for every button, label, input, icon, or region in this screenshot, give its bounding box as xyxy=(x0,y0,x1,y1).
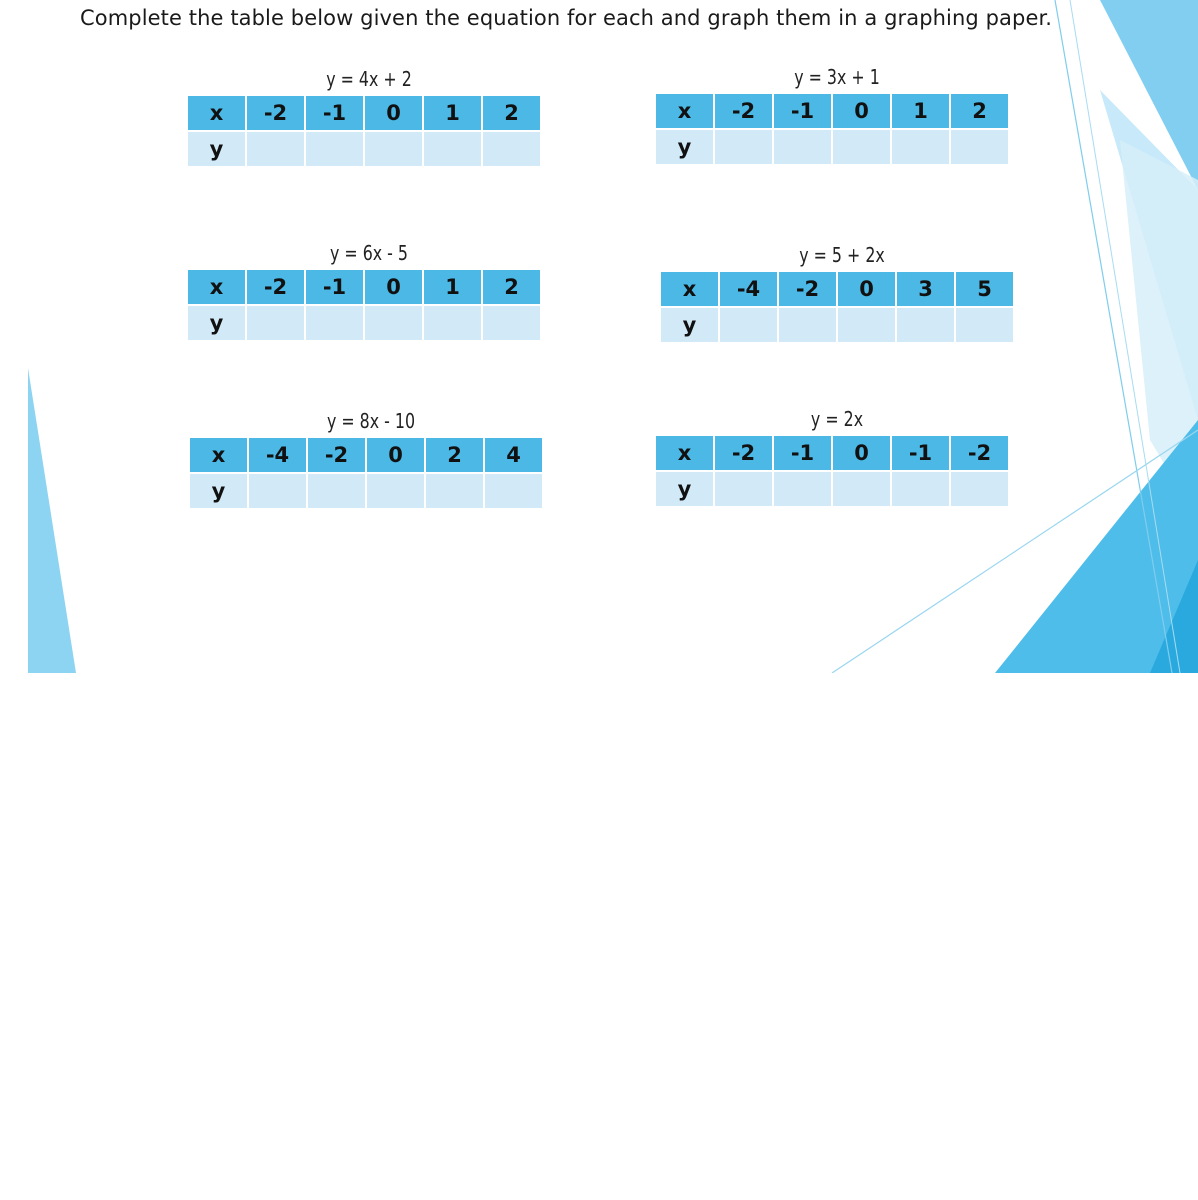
values-table xyxy=(186,94,542,168)
y-answer-cell[interactable] xyxy=(951,130,1008,164)
y-answer-cell[interactable] xyxy=(424,306,481,340)
x-value-cell: -2 xyxy=(308,438,365,472)
y-answer-cell[interactable] xyxy=(951,472,1008,506)
x-value-cell: -4 xyxy=(720,272,777,306)
x-value-cell: -2 xyxy=(715,436,772,470)
y-row xyxy=(656,130,1008,164)
x-header-cell: x xyxy=(188,96,245,130)
equation-label: y = 4x + 2 xyxy=(326,67,412,91)
x-header-cell: x xyxy=(188,270,245,304)
y-header-cell: y xyxy=(661,308,718,342)
equation-table-6 xyxy=(656,406,1018,508)
y-answer-cell[interactable] xyxy=(838,308,895,342)
y-header-cell: y xyxy=(656,130,713,164)
y-answer-cell[interactable] xyxy=(424,132,481,166)
instruction-text: Complete the table below given the equation for each and graph them in a graphing paper. xyxy=(80,6,1053,30)
x-value-cell: -2 xyxy=(247,270,304,304)
values-table xyxy=(654,434,1010,508)
y-answer-cell[interactable] xyxy=(956,308,1013,342)
x-value-cell: 0 xyxy=(833,94,890,128)
x-value-cell: 0 xyxy=(838,272,895,306)
equation-table-1 xyxy=(188,66,550,168)
equation-label: y = 8x - 10 xyxy=(326,409,416,433)
y-answer-cell[interactable] xyxy=(833,130,890,164)
y-header-cell: y xyxy=(188,132,245,166)
y-row xyxy=(190,474,542,508)
y-row xyxy=(656,472,1008,506)
x-value-cell: -1 xyxy=(892,436,949,470)
y-answer-cell[interactable] xyxy=(774,472,831,506)
x-row xyxy=(656,436,1008,470)
values-table xyxy=(188,436,544,510)
x-value-cell: 1 xyxy=(424,96,481,130)
x-value-cell: -1 xyxy=(774,94,831,128)
y-row xyxy=(188,306,540,340)
x-value-cell: 5 xyxy=(956,272,1013,306)
y-answer-cell[interactable] xyxy=(306,132,363,166)
equation-table-3 xyxy=(188,240,550,342)
equation-table-5 xyxy=(190,408,552,510)
equation-label: y = 6x - 5 xyxy=(330,241,408,265)
x-header-cell: x xyxy=(661,272,718,306)
y-row xyxy=(188,132,540,166)
x-value-cell: 0 xyxy=(365,270,422,304)
x-value-cell: -4 xyxy=(249,438,306,472)
x-value-cell: -2 xyxy=(247,96,304,130)
x-row xyxy=(661,272,1013,306)
x-value-cell: 2 xyxy=(483,270,540,304)
y-answer-cell[interactable] xyxy=(308,474,365,508)
y-answer-cell[interactable] xyxy=(774,130,831,164)
y-answer-cell[interactable] xyxy=(365,132,422,166)
y-answer-cell[interactable] xyxy=(426,474,483,508)
x-header-cell: x xyxy=(656,94,713,128)
y-answer-cell[interactable] xyxy=(892,472,949,506)
y-row xyxy=(661,308,1013,342)
equation-table-4 xyxy=(661,242,1023,344)
y-answer-cell[interactable] xyxy=(247,306,304,340)
y-answer-cell[interactable] xyxy=(720,308,777,342)
x-value-cell: -1 xyxy=(306,270,363,304)
x-value-cell: 1 xyxy=(892,94,949,128)
x-value-cell: 2 xyxy=(951,94,1008,128)
x-row xyxy=(656,94,1008,128)
y-answer-cell[interactable] xyxy=(833,472,890,506)
x-row xyxy=(190,438,542,472)
x-value-cell: 4 xyxy=(485,438,542,472)
x-value-cell: -1 xyxy=(774,436,831,470)
y-answer-cell[interactable] xyxy=(249,474,306,508)
x-value-cell: 0 xyxy=(833,436,890,470)
x-header-cell: x xyxy=(190,438,247,472)
y-header-cell: y xyxy=(190,474,247,508)
y-answer-cell[interactable] xyxy=(897,308,954,342)
x-value-cell: 0 xyxy=(365,96,422,130)
y-answer-cell[interactable] xyxy=(483,306,540,340)
y-answer-cell[interactable] xyxy=(715,472,772,506)
y-answer-cell[interactable] xyxy=(483,132,540,166)
x-value-cell: -2 xyxy=(779,272,836,306)
y-answer-cell[interactable] xyxy=(365,306,422,340)
y-answer-cell[interactable] xyxy=(892,130,949,164)
x-value-cell: -1 xyxy=(306,96,363,130)
x-value-cell: 0 xyxy=(367,438,424,472)
equation-label: y = 5 + 2x xyxy=(799,243,885,267)
x-value-cell: -2 xyxy=(715,94,772,128)
x-value-cell: 1 xyxy=(424,270,481,304)
x-value-cell: 2 xyxy=(483,96,540,130)
x-value-cell: 2 xyxy=(426,438,483,472)
equation-label: y = 3x + 1 xyxy=(794,65,880,89)
y-header-cell: y xyxy=(188,306,245,340)
x-value-cell: 3 xyxy=(897,272,954,306)
x-row xyxy=(188,270,540,304)
values-table xyxy=(186,268,542,342)
y-answer-cell[interactable] xyxy=(306,306,363,340)
x-value-cell: -2 xyxy=(951,436,1008,470)
y-answer-cell[interactable] xyxy=(367,474,424,508)
x-header-cell: x xyxy=(656,436,713,470)
y-answer-cell[interactable] xyxy=(779,308,836,342)
left-triangle-shape xyxy=(28,368,76,673)
y-answer-cell[interactable] xyxy=(485,474,542,508)
equation-table-2 xyxy=(656,64,1018,166)
y-header-cell: y xyxy=(656,472,713,506)
values-table xyxy=(659,270,1015,344)
x-row xyxy=(188,96,540,130)
y-answer-cell[interactable] xyxy=(247,132,304,166)
equation-label: y = 2x xyxy=(810,407,864,431)
y-answer-cell[interactable] xyxy=(715,130,772,164)
values-table xyxy=(654,92,1010,166)
